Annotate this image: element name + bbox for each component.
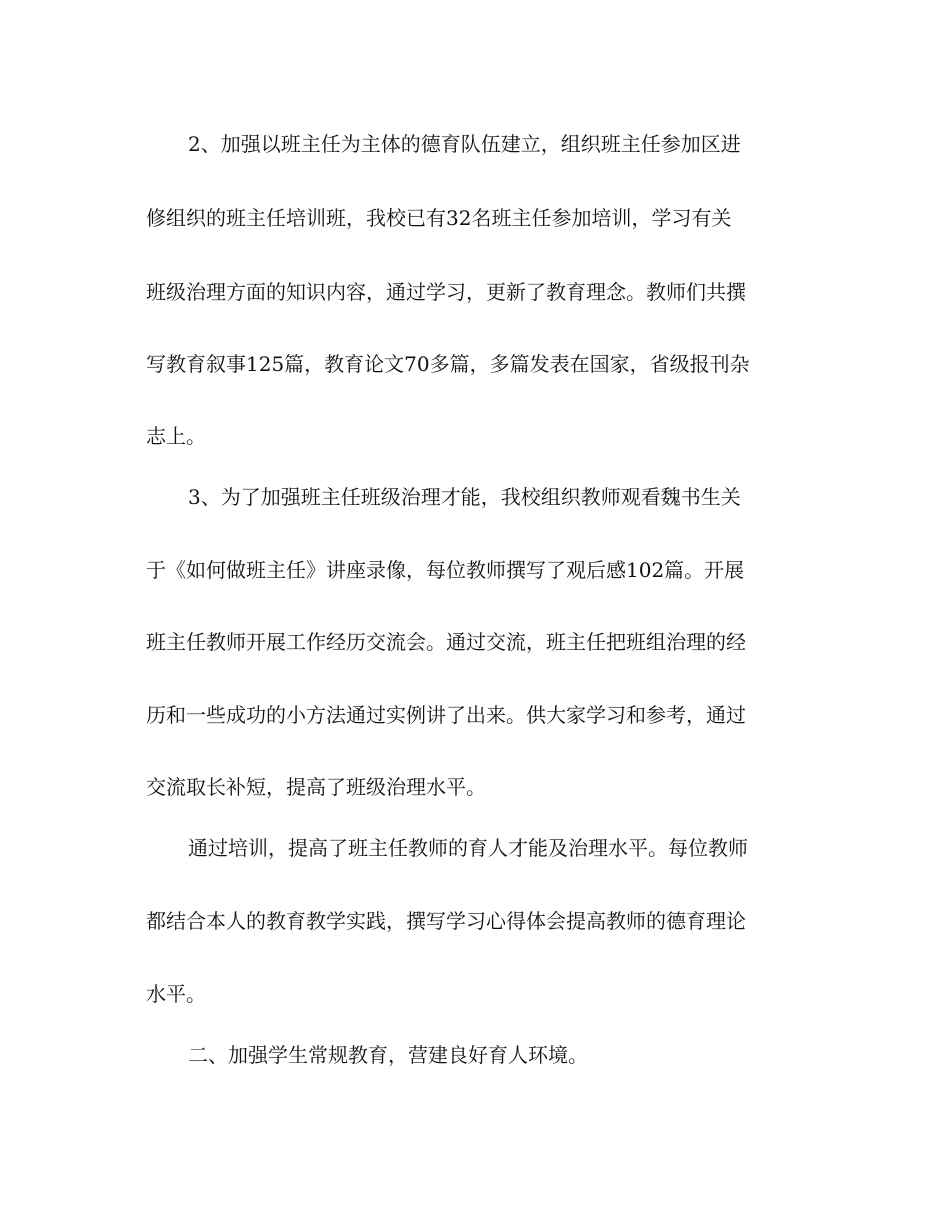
- paragraph-line: 3、为了加强班主任班级治理才能，我校组织教师观看魏书生关: [188, 485, 741, 509]
- paragraph-line: 班级治理方面的知识内容，通过学习，更新了教育理念。教师们共撰: [146, 280, 746, 304]
- paragraph-line: 历和一些成功的小方法通过实例讲了出来。供大家学习和参考，通过: [146, 703, 746, 727]
- paragraph-line: 志上。: [146, 424, 206, 448]
- paragraph-line: 2、加强以班主任为主体的德育队伍建立，组织班主任参加区进: [188, 132, 741, 156]
- paragraph-line: 交流取长补短，提高了班级治理水平。: [146, 775, 486, 799]
- paragraph-line: 班主任教师开展工作经历交流会。通过交流，班主任把班组治理的经: [146, 630, 746, 654]
- paragraph-line: 通过培训，提高了班主任教师的育人才能及治理水平。每位教师: [188, 836, 748, 860]
- paragraph-line: 修组织的班主任培训班，我校已有32名班主任参加培训，学习有关: [146, 206, 732, 230]
- paragraph-line: 都结合本人的教育教学实践，撰写学习心得体会提高教师的德育理论: [146, 909, 746, 933]
- paragraph-line: 于《如何做班主任》讲座录像，每位教师撰写了观后感102篇。开展: [146, 558, 745, 582]
- section-heading: 二、加强学生常规教育，营建良好育人环境。: [188, 1043, 588, 1067]
- paragraph-line: 水平。: [146, 982, 206, 1006]
- paragraph-line: 写教育叙事125篇，教育论文70多篇，多篇发表在国家，省级报刊杂: [146, 352, 750, 376]
